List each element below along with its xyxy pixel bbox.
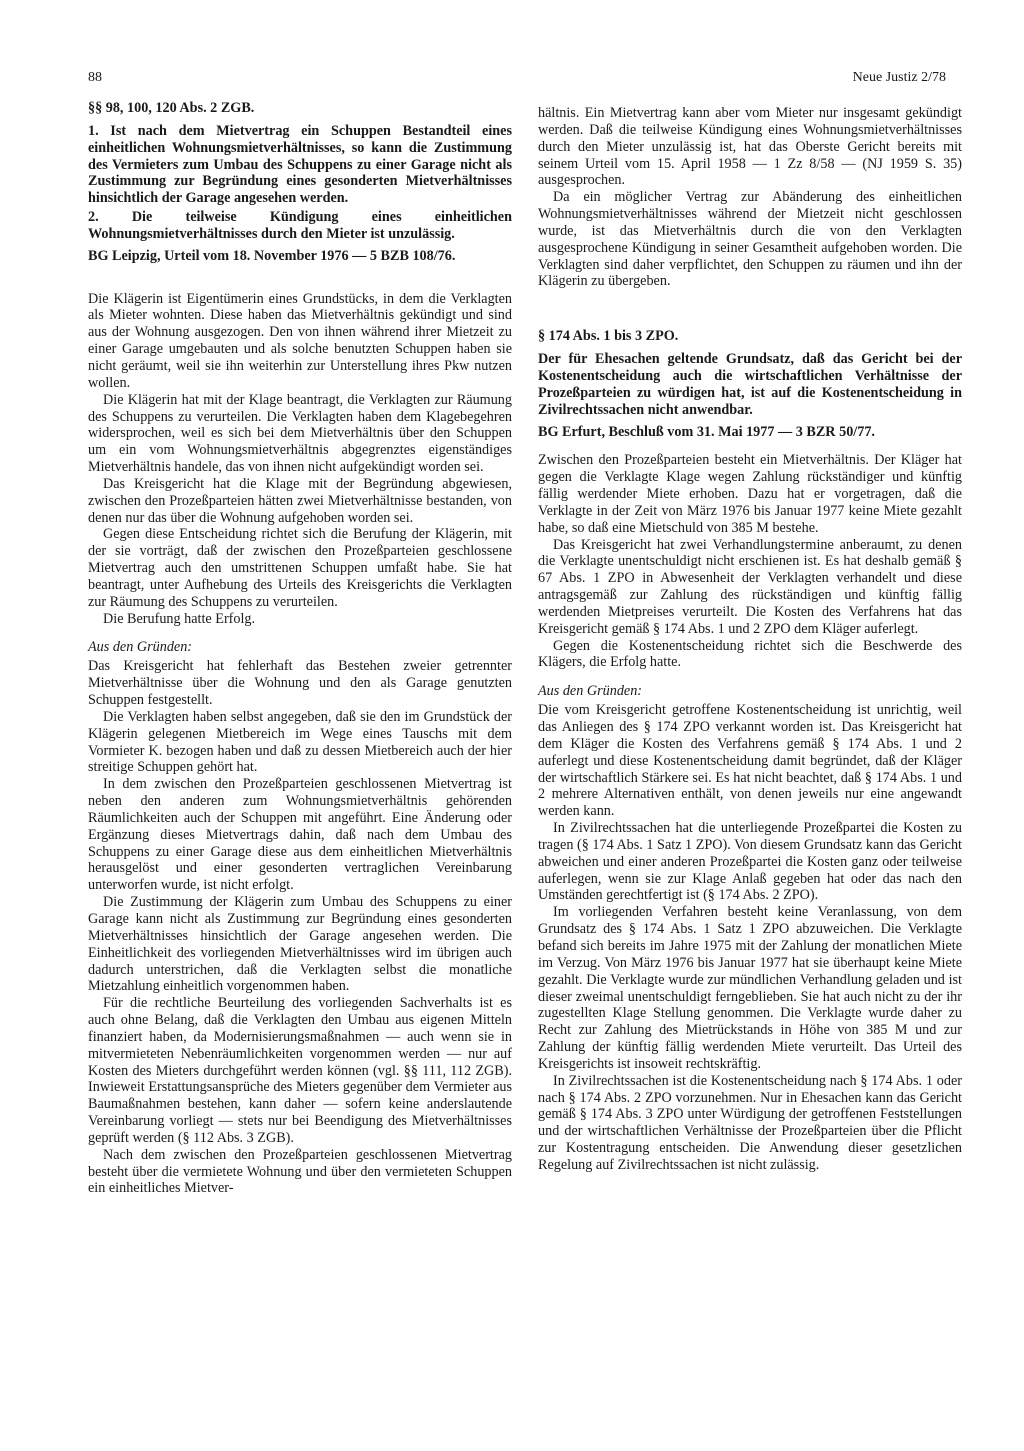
case2-reason-paragraph: Die vom Kreisgericht getroffene Kostenentscheidung ist unrichtig, weil das Anliegen des § 174 ZPO verkannt worden ist. Das Kreisgericht hat dem Kläger die Kosten des Verfahrens gemäß § 174 Abs. 1 und 2 auferlegt und diese Kostenentscheidung damit begründet, daß der Kläger der wirtschaftlich Stärkere sei. Es hat nicht beachtet, daß § 174 Abs. 1 und 2 mehrere Alternativen enthält, von denen jeweils nur eine angewandt werden kann.: [538, 702, 962, 820]
left-column: [88, 100, 512, 1197]
case2-fact-paragraph: Das Kreisgericht hat zwei Verhandlungstermine anberaumt, zu denen die Verklagte unentschuldigt nicht erschienen ist. Es hat deshalb gemäß § 67 Abs. 1 ZPO in Abwesenheit der Verklagten verhandelt und diese antragsgemäß zur Zahlung des rückständigen und künftig fällig werdenden Mietpreises verurteilt. Die Kosten des Verfahrens hat das Kreisgericht gemäß § 174 Abs. 1 und 2 ZPO dem Kläger auferlegt.: [538, 536, 962, 637]
case1-reason-paragraph: hältnis. Ein Mietvertrag kann aber vom Mieter nur insgesamt gekündigt werden. Daß die teilweise Kündigung eines Wohnungsmietverhältnisses durch den Mieter unzulässig ist, hat das Oberste Gericht bereits mit seinem Urteil vom 15. April 1958 — 1 Zz 8/58 — (NJ 1959 S. 35) ausgesprochen.: [538, 105, 962, 189]
case1-fact-paragraph: Gegen diese Entscheidung richtet sich die Berufung der Klägerin, mit der sie vorträgt, daß der zwischen den Prozeßparteien geschlossene Mietvertrag auch den umstrittenen Schuppen umfaßt habe. Sie hat beantragt, unter Aufhebung des Urteils des Kreisgerichts die Verklagten zur Räumung des Schuppens zu verurteilen.: [88, 526, 512, 610]
case1-reasons-heading: Aus den Gründen:: [88, 639, 193, 656]
page-header: [88, 70, 946, 90]
page-number: 88: [88, 70, 102, 85]
case1-reason-paragraph: Das Kreisgericht hat fehlerhaft das Bestehen zweier getrennter Mietverhältnisse über die Wohnung und den als Garage genutzten Schuppen festgestellt.: [88, 658, 512, 708]
case1-law-reference: §§ 98, 100, 120 Abs. 2 ZGB.: [88, 100, 255, 116]
right-column: [538, 105, 962, 1174]
case1-fact-paragraph: Die Klägerin ist Eigentümerin eines Grundstücks, in dem die Verklagten als Mieter wohnten. Diese haben das Mietverhältnis gekündigt und sind aus der Wohnung ausgezogen. Den von ihnen während ihrer Mietzeit zu einer Garage umgebauten und als solche benutzten Schuppen haben sie nicht geräumt, weil sie ihn weiterhin zur Unterstellung ihres Pkw nutzen wollen.: [88, 290, 512, 391]
case2-fact-paragraph: Gegen die Kostenentscheidung richtet sich die Beschwerde des Klägers, die Erfolg hatte.: [538, 637, 962, 671]
case1-reason-paragraph: Für die rechtliche Beurteilung des vorliegenden Sachverhalts ist es auch ohne Belang, daß die Verklagten den Umbau aus eigenen Mitteln finanziert haben, da Modernisierungsmaßnahmen — auch wenn sie in mitvermieteten Nebenräumlichkeiten vorgenommen werden — nur auf Kosten des Mieters durchgeführt werden können (vgl. §§ 111, 112 ZGB). Inwieweit Erstattungsansprüche des Mieters gegenüber dem Vermieter aus Baumaßnahmen bestehen, kann daher — sofern keine anderslautende Vereinbarung vorliegt — stets nur bei Beendigung des Mietverhältnisses geprüft werden (§ 112 Abs. 3 ZGB).: [88, 995, 512, 1146]
case1-court-citation: BG Leipzig, Urteil vom 18. November 1976 — 5 BZB 108/76.: [88, 247, 456, 264]
case2-headnote: Der für Ehesachen geltende Grundsatz, daß das Gericht bei der Kostenentscheidung auch die wirtschaftlichen Verhältnisse der Prozeßparteien zu würdigen hat, ist auf die Kostenentscheidung in Zivilrechtssachen nicht anwendbar.: [538, 351, 962, 418]
case1-reason-paragraph: Da ein möglicher Vertrag zur Abänderung des einheitlichen Wohnungsmietverhältnisses während der Mietzeit nicht geschlossen wurde, ist das Mietverhältnis durch die von den Verklagten ausgesprochene Kündigung in seiner Gesamtheit aufgehoben worden. Die Verklagten sind daher verpflichtet, den Schuppen zu räumen und ihn der Klägerin zu übergeben.: [538, 189, 962, 290]
case2-reasons-heading: Aus den Gründen:: [538, 683, 643, 700]
section-spacer: [538, 290, 962, 328]
case2-reason-paragraph: In Zivilrechtssachen hat die unterliegende Prozeßpartei die Kosten zu tragen (§ 174 Abs. 1 Satz 1 ZPO). Von diesem Grundsatz kann das Gericht abweichen und einer anderen Prozeßpartei die Kosten ganz oder teilweise auferlegen, wenn sie zur Klage Anlaß gegeben hat oder das nach den Umständen gerechtfertigt ist (§ 174 Abs. 2 ZPO).: [538, 820, 962, 904]
case1-fact-paragraph: Die Klägerin hat mit der Klage beantragt, die Verklagten zur Räumung des Schuppens zu verurteilen. Die Verklagten haben dem Klagebegehren widersprochen, weil es sich bei dem Mietverhältnis über den Schuppen um ein vom Wohnungsmietverhältnis abgegrenztes eigenständiges Mietverhältnis handele, das von ihnen nicht aufgekündigt worden sei.: [88, 391, 512, 476]
case1-fact-paragraph: Das Kreisgericht hat die Klage mit der Begründung abgewiesen, zwischen den Prozeßparteien hätten zwei Mietverhältnisse bestanden, von denen nur das über die Wohnung aufgehoben worden sei.: [88, 475, 512, 526]
case2-law-reference: § 174 Abs. 1 bis 3 ZPO.: [538, 328, 679, 345]
case2-court-citation: BG Erfurt, Beschluß vom 31. Mai 1977 — 3 BZR 50/77.: [538, 423, 875, 440]
journal-issue: Neue Justiz 2/78: [852, 70, 946, 85]
case2-reason-paragraph: In Zivilrechtssachen ist die Kostenentscheidung nach § 174 Abs. 1 oder nach § 174 Abs. 2 ZPO vorzunehmen. Nur in Ehesachen kann das Gericht gemäß § 174 Abs. 3 ZPO unter Würdigung der getroffenen Feststellungen und der wirtschaftlichen Verhältnisse der Prozeßparteien über die Pflicht zur Kostentragung entscheiden. Die Anwendung dieser gesetzlichen Regelung auf Zivilrechtssachen ist nicht zulässig.: [538, 1072, 962, 1173]
case2-fact-paragraph: Zwischen den Prozeßparteien besteht ein Mietverhältnis. Der Kläger hat gegen die Verklagte Klage wegen Zahlung rückständiger und künftig fällig werdender Miete erhoben. Dazu hat er vorgetragen, daß die Verklagte in der Zeit von März 1976 bis Januar 1977 keine Miete gezahlt habe, so daß eine Mietschuld von 385 M bestehe.: [538, 452, 962, 536]
case1-reason-paragraph: In dem zwischen den Prozeßparteien geschlossenen Mietvertrag ist neben den anderen zum Wohnungsmietverhältnis gehörenden Räumlichkeiten auch der Schuppen mit angeführt. Eine Änderung oder Ergänzung dieses Mietvertrags dahin, daß nach dem Umbau des Schuppens zu einer Garage diese aus dem einheitlichen Mietverhältnis herausgelöst und einer gesonderten vertraglichen Vereinbarung unterworfen wurde, ist nicht erfolgt.: [88, 776, 512, 894]
case1-reason-paragraph: Die Verklagten haben selbst angegeben, daß sie den im Grundstück der Klägerin gelegenen Mietbereich im Wege eines Tauschs mit dem Vormieter K. bezogen haben und daß zu dessen Mietbereich auch der hier streitige Schuppen gehört hat.: [88, 708, 512, 776]
case1-fact-paragraph: Die Berufung hatte Erfolg.: [103, 610, 256, 627]
case2-reason-paragraph: Im vorliegenden Verfahren besteht keine Veranlassung, von dem Grundsatz des § 174 Abs. 1 Satz 1 ZPO abzuweichen. Die Verklagte befand sich bereits im Jahre 1975 mit der Zahlung der monatlichen Miete im Verzug. Von März 1976 bis Januar 1977 hat sie überhaupt keine Miete gezahlt. Die Verklagte wurde zur mündlichen Verhandlung geladen und ist dieser zweimal unentschuldigt ferngeblieben. Sie hat auch nicht zu der ihr zugestellten Klage Stellung genommen. Die Verklagte wurde daher zu Recht zur Zahlung des Mietrückstands in Höhe von 385 M und zur Zahlung der künftig fällig werdenden Miete verurteilt. Das Urteil des Kreisgerichts ist insoweit rechtskräftig.: [538, 904, 962, 1072]
case1-reason-paragraph: Die Zustimmung der Klägerin zum Umbau des Schuppens zu einer Garage kann nicht als Zustimmung zur Begründung eines gesonderten Mietverhältnisses hinsichtlich der Garage angesehen werden. Die Einheitlichkeit des vorliegenden Mietverhältnisses wird im übrigen auch dadurch unterstrichen, daß die Verklagten selbst die monatliche Mietzahlung einheitlich vorgenommen haben.: [88, 894, 512, 995]
case1-headnote-2: 2. Die teilweise Kündigung eines einheitlichen Wohnungsmietverhältnisses durch den Mieter ist unzulässig.: [88, 209, 512, 242]
case1-reason-paragraph: Nach dem zwischen den Prozeßparteien geschlossenen Mietvertrag besteht über die vermietete Wohnung und über den vermieteten Schuppen ein einheitliches Mietver-: [88, 1146, 512, 1197]
case1-headnote-1: 1. Ist nach dem Mietvertrag ein Schuppen Bestandteil eines einheitlichen Wohnungsmietverhältnisses, so kann die Zustimmung des Vermieters zum Umbau des Schuppens zu einer Garage nicht als Zustimmung zur Begründung eines gesonderten Mietverhältnisses hinsichtlich der Garage angesehen werden.: [88, 122, 512, 207]
